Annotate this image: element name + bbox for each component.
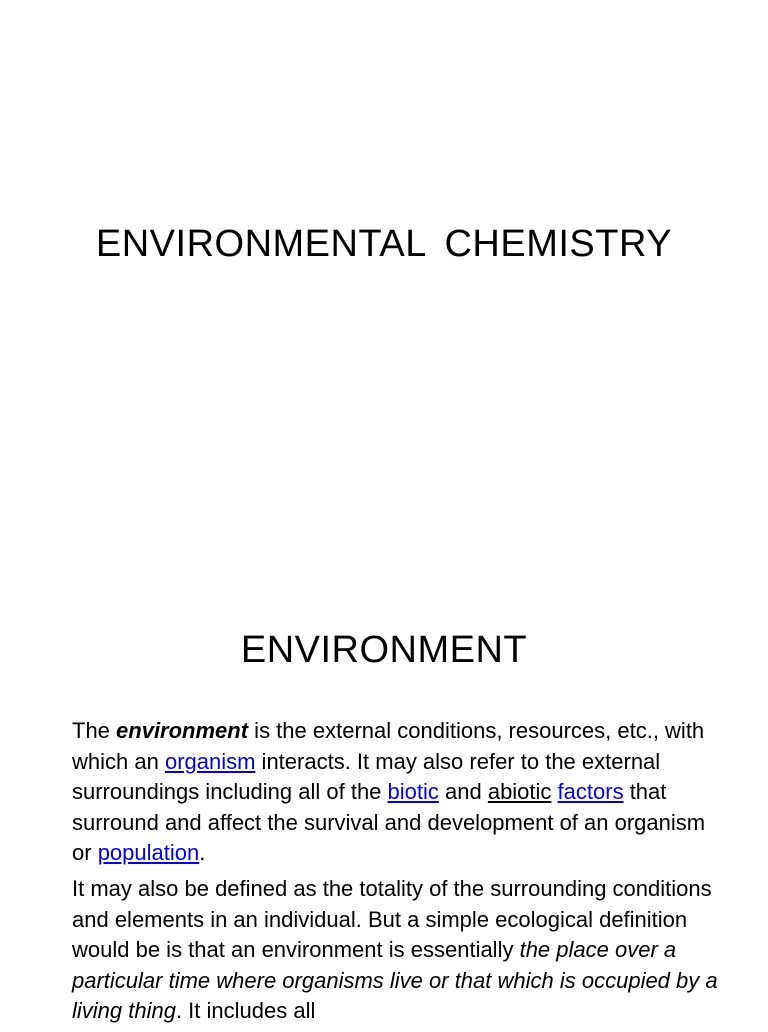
link-factors[interactable]: factors (557, 779, 624, 805)
text-run: . It includes all (175, 998, 316, 1024)
underlined-abiotic: abiotic (487, 779, 552, 805)
text-run: . (199, 840, 206, 866)
text-run: The (72, 718, 117, 743)
text-run: that surround and affect the survival and development of an organism or (72, 779, 706, 866)
emphasis-ecological-definition: the place over a particular time where organisms live or that which is occupied by a living thing (72, 937, 718, 1024)
text-run: and (438, 779, 488, 805)
emphasis-environment: environment (116, 718, 249, 743)
link-population[interactable]: population (97, 840, 200, 866)
link-organism[interactable]: organism (164, 748, 256, 774)
paragraph-ecological-definition (72, 874, 722, 1027)
paragraph-environment-definition (72, 716, 722, 869)
text-run: interacts. It may also refer to the external surroundings including all of the (72, 748, 661, 805)
text-run: It may also be defined as the totality of the surrounding conditions and elements in an individual. But a simple ecological definition would be is that an environment is essentially (72, 875, 712, 963)
slide-title-environment: ENVIRONMENT (240, 629, 528, 671)
slide-title-environmental-chemistry: ENVIRONMENTAL CHEMISTRY (95, 223, 673, 265)
link-biotic[interactable]: biotic (387, 779, 439, 805)
slide-body (72, 716, 722, 1032)
text-run: is the external conditions, resources, etc., with which an (72, 718, 705, 774)
